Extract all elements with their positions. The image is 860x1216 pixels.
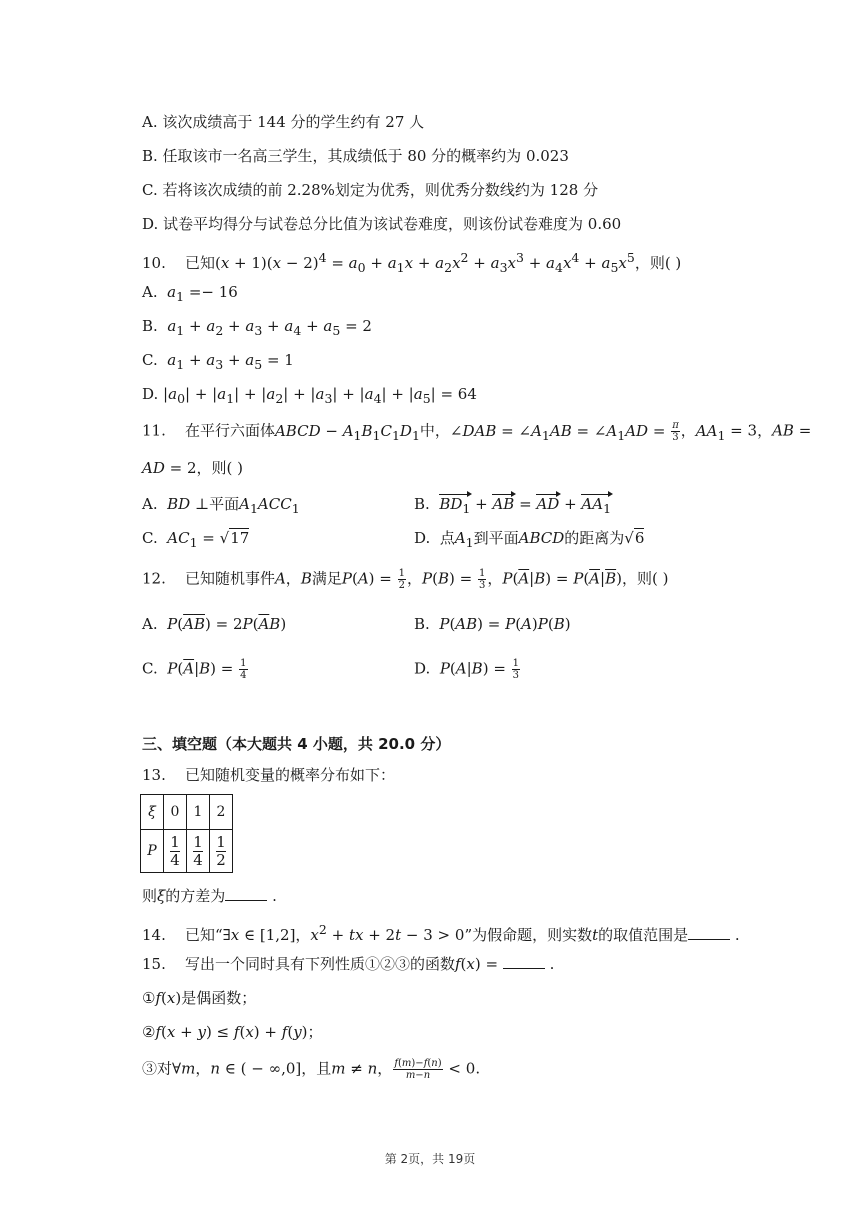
q10-option-c: C. $a_1 + a_3 + a_5 = 1$ bbox=[142, 351, 294, 372]
q15-property-2: ②f(x + y) ≤ f(x) + f(y)； bbox=[142, 1023, 323, 1041]
q14-stem-1: 已知“ bbox=[184, 926, 223, 944]
q10-equation: $(x + 1)(x - 2)^4 = a_0 + a_1x + a_2x^2 + a_3x^3 + a_4x^4 + a_5x^5$ bbox=[214, 250, 635, 275]
q15-prop3-text-1: 对∀ bbox=[157, 1059, 182, 1078]
q12-stem-6: ，则( ) bbox=[621, 569, 669, 588]
table-cell: 2 bbox=[210, 795, 233, 830]
q12-option-b: B. P(AB) = P(A)P(B) bbox=[414, 615, 571, 633]
q15-prop3-text-3: ，且 bbox=[301, 1059, 332, 1078]
q13-number: 13. bbox=[142, 766, 166, 784]
q12-stem-2: ， bbox=[285, 569, 301, 588]
q11-option-b: B. $BD_1$ + AB = AD + $AA_1$ bbox=[414, 494, 611, 519]
q11-option-c: C. $AC_1 = √17$ bbox=[142, 529, 250, 550]
frac-numerator: 1 bbox=[193, 832, 203, 851]
q15-prop3-mark: ③ bbox=[142, 1059, 158, 1078]
q12-stem-1: 已知随机事件 bbox=[184, 569, 275, 588]
q15-stem: 15. 写出一个同时具有下列性质①②③的函数f(x) = . bbox=[142, 955, 555, 973]
table-row bbox=[141, 830, 233, 873]
q10-option-b: B. $a_1 + a_2 + a_3 + a_4 + a_5 = 2$ bbox=[142, 317, 372, 338]
q10-option-c-label: C. bbox=[142, 351, 158, 369]
q10-option-d: D. $|a_0| + |a_1| + |a_2| + |a_3| + |a_4| + |a_5| = 64$ bbox=[142, 385, 477, 406]
q11-option-d: D. 点$A_1$到平面ABCD的距离为√6 bbox=[414, 529, 645, 550]
answer-blank[interactable] bbox=[688, 925, 730, 940]
q12-option-c-label: C. bbox=[142, 659, 158, 678]
q13-after-3: . bbox=[267, 887, 277, 905]
q15-stem-2: . bbox=[544, 955, 555, 973]
q10-option-a-label: A. bbox=[142, 283, 158, 301]
q15-prop2-end: ； bbox=[307, 1023, 323, 1041]
q14-stem-3: 的取值范围是 bbox=[598, 926, 689, 944]
q15-prop1-mark: ① bbox=[142, 989, 156, 1007]
q9-option-b: B. 任取该市一名高三学生，其成绩低于 80 分的概率约为 0.023 bbox=[142, 147, 569, 165]
q11-option-a: A. BD ⊥平面$A_1ACC_1$ bbox=[142, 495, 300, 516]
q11-stem-3: ， bbox=[680, 421, 696, 440]
table-row bbox=[141, 795, 233, 830]
table-cell: ξ bbox=[141, 795, 164, 830]
table-cell bbox=[164, 830, 187, 873]
q11-number: 11. bbox=[142, 421, 166, 440]
q10-stem-prefix: 已知 bbox=[184, 254, 215, 272]
frac-denominator: 4 bbox=[170, 850, 180, 869]
q13-after-1: 则 bbox=[142, 887, 158, 905]
table-cell bbox=[187, 830, 210, 873]
q15-prop3-text-2: ， bbox=[195, 1059, 211, 1078]
q12-option-d: D. P(A|B) = $\frac{1}{3}$ bbox=[414, 658, 520, 681]
q11-stem-line1: 11. 在平行六面体ABCD − $A_1B_1C_1D_1$中，∠DAB = $\angle A_1AB$ = $\angle A_1AD$ = $\frac{\pi}{3}$ ，$AA_1 = 3$，AB = bbox=[142, 420, 812, 443]
q11-stem-line2: AD = 2，则( ) bbox=[142, 459, 243, 477]
q11-option-d-label: D. bbox=[414, 529, 431, 547]
section-heading: 三、填空题（本大题共 4 小题，共 20.0 分） bbox=[142, 735, 451, 753]
table-cell: 0 bbox=[164, 795, 187, 830]
q12-stem-4: ， bbox=[407, 569, 423, 588]
q15-property-3: ③对∀m，n ∈ ( − ∞,0]，且m ≠ n， $\frac{f(m)-f(n)}{m-n}$ < 0. bbox=[142, 1058, 481, 1081]
frac-denominator: 4 bbox=[193, 850, 203, 869]
answer-blank[interactable] bbox=[225, 886, 267, 901]
q13-question: 则ξ的方差为 . bbox=[142, 887, 277, 905]
q13-stem bbox=[142, 765, 395, 785]
q15-prop3-text-4: ， bbox=[377, 1059, 393, 1078]
table-cell bbox=[210, 830, 233, 873]
q10-option-b-label: B. bbox=[142, 317, 158, 335]
q11-option-a-label: A. bbox=[142, 495, 158, 513]
q11-stem-4: ， bbox=[757, 421, 773, 440]
q15-stem-1: 写出一个同时具有下列性质①②③的函数 bbox=[184, 955, 455, 973]
q10-number: 10. bbox=[142, 254, 166, 272]
q14-stem-2: ”为假命题，则实数 bbox=[464, 926, 593, 944]
q11-option-d-text-3: 的距离为 bbox=[564, 529, 625, 547]
q14-stem: 14. 已知“∃x ∈ [1,2]，$x^2$ + tx + 2t − 3 > 0”为假命题，则实数t的取值范围是 . bbox=[142, 922, 740, 944]
q15-property-1: ①f(x)是偶函数； bbox=[142, 989, 257, 1007]
q12-stem-5: ， bbox=[487, 569, 503, 588]
answer-blank[interactable] bbox=[503, 954, 545, 969]
q13-after-2: 的方差为 bbox=[165, 887, 226, 905]
q15-prop1-text: 是偶函数； bbox=[181, 989, 257, 1007]
q11-option-a-text: 平面 bbox=[209, 495, 240, 513]
page-footer: 第 2页，共 19页 bbox=[384, 1152, 476, 1166]
q11-stem-5: ，则( ) bbox=[196, 459, 243, 477]
q12-stem-3: 满足 bbox=[311, 569, 342, 588]
q13-stem-text: 已知随机变量的概率分布如下： bbox=[184, 766, 395, 784]
q11-stem-1: 在平行六面体 bbox=[184, 421, 275, 440]
q12-option-d-label: D. bbox=[414, 659, 431, 678]
q11-option-b-label: B. bbox=[414, 495, 430, 513]
q10-option-a: A. $a_1 =- 16$ bbox=[142, 283, 238, 304]
q10-option-d-label: D. bbox=[142, 385, 159, 403]
q15-prop2-mark: ② bbox=[142, 1023, 156, 1041]
q11-option-d-text-2: 到平面 bbox=[473, 529, 519, 547]
q12-stem: 12. 已知随机事件A，B满足P(A) = $\frac{1}{2}$ ，P(B) = $\frac{1}{3}$ ，$P(\overline{A}|B) = P(\overline{A}|\overline{B})$，则( ) bbox=[142, 568, 669, 591]
q9-option-d: D. 试卷平均得分与试卷总分比值为该试卷难度，则该份试卷难度为 0.60 bbox=[142, 215, 622, 233]
frac-denominator: 2 bbox=[216, 850, 226, 869]
q12-option-c: C. $P(\overline{A}|B)$ = $\frac{1}{4}$ bbox=[142, 658, 247, 681]
q11-option-d-text-1: 点 bbox=[439, 529, 455, 547]
q11-option-c-label: C. bbox=[142, 529, 158, 547]
q9-option-a: A. 该次成绩高于 144 分的学生约有 27 人 bbox=[142, 113, 425, 131]
q12-option-a: A. $P(\overline{A}\overline{B}) = 2P(\overline{A}B)$ bbox=[142, 615, 287, 633]
q14-number: 14. bbox=[142, 926, 166, 944]
table-cell: 1 bbox=[187, 795, 210, 830]
q12-number: 12. bbox=[142, 569, 166, 588]
q12-option-a-label: A. bbox=[142, 615, 158, 633]
q12-option-b-label: B. bbox=[414, 615, 430, 633]
q9-option-c: C. 若将该次成绩的前 2.28%划定为优秀，则优秀分数线约为 128 分 bbox=[142, 181, 599, 199]
table-cell: P bbox=[141, 830, 164, 873]
q15-prop3-end: . bbox=[475, 1059, 481, 1078]
q14-stem-4: . bbox=[730, 926, 740, 944]
frac-numerator: 1 bbox=[216, 832, 226, 851]
q11-stem-2: 中， bbox=[419, 421, 450, 440]
q10-stem bbox=[142, 248, 681, 278]
q15-number: 15. bbox=[142, 955, 166, 973]
q10-stem-suffix: ，则( ) bbox=[634, 254, 682, 272]
probability-table bbox=[140, 794, 233, 873]
frac-numerator: 1 bbox=[170, 832, 180, 851]
